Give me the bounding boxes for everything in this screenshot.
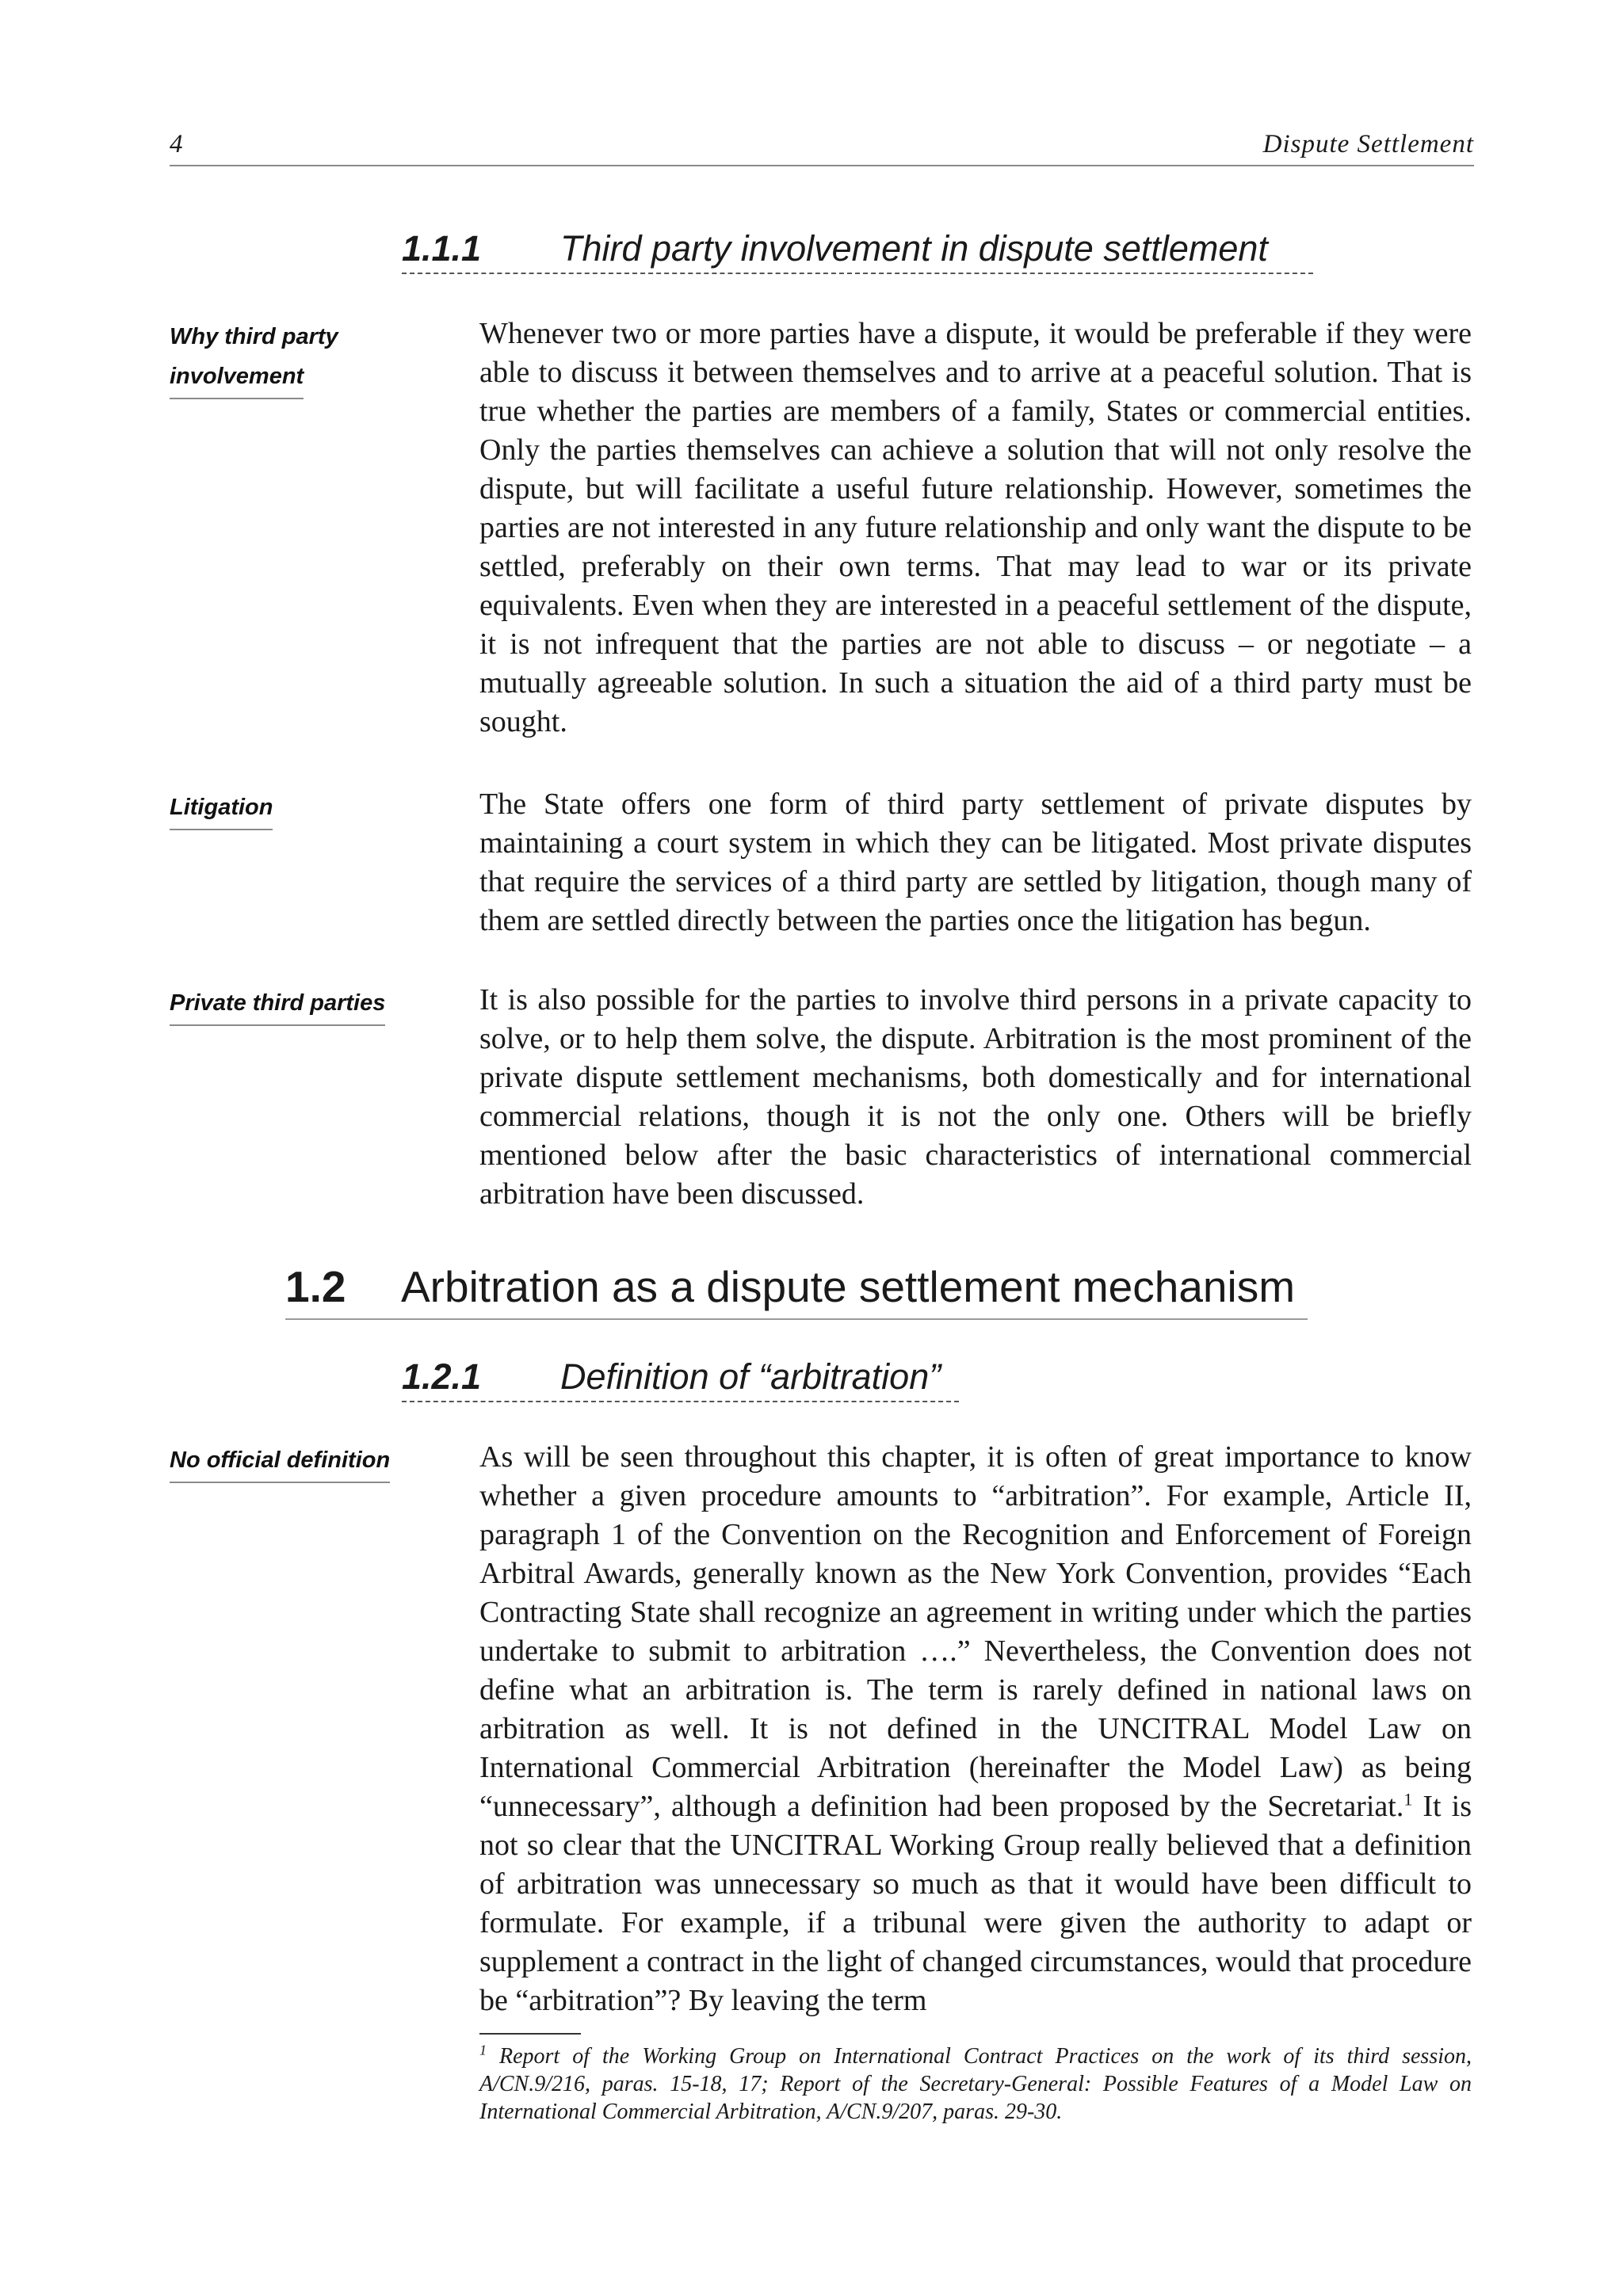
footnote-marker: 1 [479, 2042, 487, 2058]
subsection-title: Definition of “arbitration” [560, 1356, 941, 1397]
subsection-heading-1-1-1 [402, 228, 1313, 269]
footnote-text: Report of the Working Group on International Contract Practices on the work of its third session, A/CN.9/216, paras. 15-18, 17; Report of the Secretary-General: Possible Features of a Model Law on International Commercial Arbitration, A/CN.9/207, paras. 29-30. [479, 2044, 1472, 2124]
margin-note-litigation [170, 788, 273, 830]
subsection-number: 1.1.1 [402, 228, 482, 269]
paragraph-definition [479, 1438, 1472, 2020]
footnote-reference[interactable]: 1 [1403, 1789, 1413, 1810]
section-number: 1.2 [285, 1262, 346, 1311]
subsection-number: 1.2.1 [402, 1356, 482, 1397]
margin-note-line: No official definition [170, 1440, 390, 1483]
section-title: Arbitration as a dispute settlement mechanism [401, 1262, 1296, 1311]
margin-note-line: Private third parties [170, 983, 385, 1026]
paragraph-private-third-parties: It is also possible for the parties to involve third persons in a private capacity to solve, or to help them solve, the dispute. Arbitration is the most prominent of the private dispute settlement mechanisms, both domestically and for international commercial relations, though it is not the only one. Others will be briefly mentioned below after the basic characteristics of international commercial arbitration have been discussed. [479, 983, 1472, 1211]
paragraph-third-party: Whenever two or more parties have a dispute, it would be preferable if they were able to discuss it between themselves and to arrive at a peaceful solution. That is true whether the parties are members of a family, States or commercial entities. Only the parties themselves can achieve a solution that will not only resolve the dispute, but will facilitate a useful future relationship. However, sometimes the parties are not interested in any future relationship and only want the dispute to be settled, preferably on their own terms. That may lead to war or its private equivalents. Even when they are interested in a peaceful settlement of the dispute, it is not infrequent that the parties are not able to discuss – or negotiate – a mutually agreeable solution. In such a situation the aid of a third party must be sought. [479, 317, 1472, 738]
margin-note-why-third-party [170, 317, 338, 399]
margin-note-line: involvement [170, 357, 304, 399]
page-number: 4 [170, 130, 183, 158]
subsection-heading-1-2-1 [402, 1356, 959, 1398]
running-title: Dispute Settlement [1262, 130, 1474, 158]
footnote [479, 2042, 1472, 2126]
paragraph-text: As will be seen throughout this chapter, it is often of great importance to know whether a given procedure amounts to “arbitration”. For example, Article II, paragraph 1 of the Convention on the Recognition and Enforcement of Foreign Arbitral Awards, generally known as the New York Convention, provides “Each Contracting State shall recognize an agreement in writing under which the parties undertake to submit to arbitration ….” Nevertheless, the Convention does not define what an arbitration is. The term is rarely defined in national laws on arbitration as well. It is not defined in the UNCITRAL Model Law on International Commercial Arbitration (hereinafter the Model Law) as being “unnecessary”, although a definition had been proposed by the Secretariat. [479, 1440, 1472, 1823]
section-heading-1-2 [285, 1261, 1308, 1320]
heading-dashed-rule [402, 1401, 959, 1402]
margin-note-line: Why third party [170, 324, 338, 349]
paragraph-text: It is not so clear that the UNCITRAL Working Group really believed that a definition of arbitration was unnecessary so much as that it would have been difficult to formulate. For example, if a tribunal were given the authority to adapt or supplement a contract in the light of changed circumstances, would that procedure be “arbitration”? By leaving the term [479, 1790, 1472, 2017]
running-header [170, 130, 1474, 166]
paragraph-litigation: The State offers one form of third party settlement of private disputes by maintaining a court system in which they can be litigated. Most private disputes that require the services of a third party are settled by litigation, though many of them are settled directly between the parties once the litigation has begun. [479, 788, 1472, 937]
margin-note-no-official-definition [170, 1440, 390, 1483]
margin-note-line: Litigation [170, 788, 273, 830]
margin-note-private-third-parties [170, 983, 385, 1026]
footnote-separator [479, 2033, 581, 2035]
heading-dashed-rule [402, 273, 1313, 274]
subsection-title: Third party involvement in dispute settlement [560, 228, 1268, 269]
